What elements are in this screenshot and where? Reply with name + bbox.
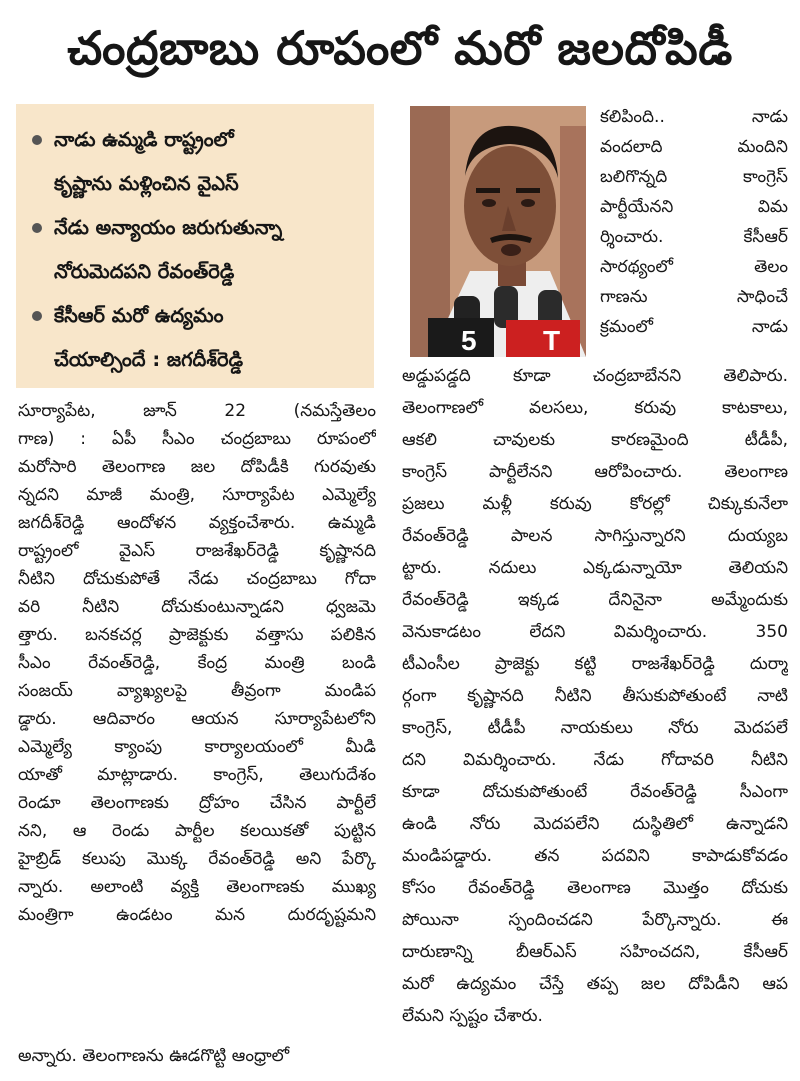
article-line: అన్నారు. తెలంగాణను ఊడగొట్టి ఆంధ్రాలో	[18, 1046, 290, 1066]
article-line: కలిపింది.. నాడు	[600, 107, 788, 127]
highlight-line: కేసీఆర్ మరో ఉద్యమం	[54, 304, 224, 327]
article-line: గాణను సాధించే	[600, 287, 788, 307]
article-line: రెండూ తెలంగాణకు ద్రోహం చేసిన పార్టీలే	[18, 793, 376, 813]
article-line: రాష్ట్రంలో వైఎస్ రాజశేఖర్‌రెడ్డి కృష్ణానది	[18, 541, 376, 561]
article-line: ఉండి నోరు మెదపలేని దుస్థితిలో ఉన్నాడని	[402, 814, 788, 834]
article-line: హైబ్రిడ్ కలుపు మొక్క రేవంత్‌రెడ్డి అని పేర్కొ	[18, 849, 376, 869]
article-line: కాంగ్రెస్, టీడీపీ నాయకులు నోరు మెదపలే	[402, 718, 788, 738]
article-line: సంజయ్ వ్యాఖ్యలపై తీవ్రంగా మండిప	[18, 681, 376, 701]
article-line: పోయినా స్పందించడని పేర్కొన్నారు. ఈ	[402, 910, 788, 930]
article-line: సీఎం రేవంత్‌రెడ్డి, కేంద్ర మంత్రి బండి	[18, 653, 376, 673]
article-line: రేవంత్‌రెడ్డి ఇక్కడ దేనినైనా అమ్మేందుకు	[402, 590, 788, 610]
highlight-item	[30, 294, 366, 382]
article-line: నీటిని దోచుకుపోతే నేడు చంద్రబాబు గోదా	[18, 569, 376, 589]
highlights-box	[16, 104, 374, 388]
article-line: ర్శించారు. కేసీఆర్	[600, 227, 788, 247]
mic-logo-text: T	[543, 325, 561, 356]
article-line: వరి నీటిని దోచుకుంటున్నాడని ధ్వజమె	[18, 597, 376, 617]
article-line: అడ్డుపడ్డది కూడా చంద్రబాబేనని తెలిపారు.	[402, 366, 788, 386]
article-line: కూడా దోచుకుపోతుంటే రేవంత్‌రెడ్డి సీఎంగా	[402, 782, 788, 802]
article-line: ర్గంగా కృష్ణానది నీటిని తీసుకుపోతుంటే నాటి	[402, 686, 788, 706]
article-line: న్నారు. అలాంటి వ్యక్తి తెలంగాణకు ముఖ్య	[18, 877, 376, 897]
article-line: కాంగ్రెస్ పార్టీలేనని ఆరోపించారు. తెలంగాణ	[402, 462, 788, 482]
portrait-illustration	[410, 106, 586, 357]
article-line: మరో ఉద్యమం చేస్తే తప్ప జల దోపిడీని ఆప	[402, 974, 788, 994]
article-line: మరోసారి తెలంగాణ జల దోపిడీకి గురవుతు	[18, 457, 376, 477]
headline: చంద్రబాబు రూపంలో మరో జలదోపిడీ	[67, 21, 733, 75]
article-line: టీఎంసీల ప్రాజెక్టు కట్టి రాజశేఖర్‌రెడ్డి దుర్మా	[402, 654, 788, 674]
article-line: దారుణాన్ని బీఆర్ఎస్ సహించదని, కేసీఆర్	[402, 942, 788, 962]
article-line: సూర్యాపేట, జూన్ 22 (నమస్తేతెలం	[18, 401, 376, 421]
article-line: యాతో మాట్లాడారు. కాంగ్రెస్, తెలుగుదేశం	[18, 765, 376, 785]
highlight-line: చేయాల్సిందే : జగదీశ్‌రెడ్డి	[54, 348, 244, 371]
highlight-line: నాడు ఉమ్మడి రాష్ట్రంలో	[54, 128, 234, 151]
article-line: లేమని స్పష్టం చేశారు.	[402, 1006, 543, 1026]
article-line: న్నదని మాజీ మంత్రి, సూర్యాపేట ఎమ్మెల్యే	[18, 485, 376, 505]
article-line: సారథ్యంలో తెలం	[600, 257, 788, 277]
article-line: ట్టారు. నదులు ఎక్కడున్నాయో తెలియని	[402, 558, 788, 578]
article-line: ఎమ్మెల్యే క్యాంపు కార్యాలయంలో మీడి	[18, 737, 376, 757]
article-line: జగదీశ్‌రెడ్డి ఆందోళన వ్యక్తంచేశారు. ఉమ్మడి	[18, 513, 376, 533]
article-line: నని, ఆ రెండు పార్టీల కలయికతో పుట్టిన	[18, 821, 376, 841]
article-line: క్రమంలో నాడు	[600, 317, 788, 337]
highlight-line: కృష్ణాను మళ్లించిన వైఎస్	[54, 172, 239, 195]
highlight-item	[30, 206, 366, 294]
article-line: గాణ) : ఏపీ సీఎం చంద్రబాబు రూపంలో	[18, 429, 376, 449]
article-line: పార్టీయేనని విమ	[600, 197, 788, 217]
article-line: వెనుకాడటం లేదని విమర్శించారు. 350	[402, 622, 788, 642]
highlight-line: నేడు అన్యాయం జరుగుతున్నా	[54, 216, 283, 239]
article-line: వందలాది మందిని	[600, 137, 788, 157]
article-line: ప్రజలు మళ్లీ కరువు కోరల్లో చిక్కుకునేలా	[402, 494, 788, 514]
article-line: మండిపడ్డారు. తన పదవిని కాపాడుకోవడం	[402, 846, 788, 866]
article-line: దని విమర్శించారు. నేడు గోదావరి నీటిని	[402, 750, 788, 770]
portrait-photo	[410, 106, 586, 357]
article-line: మంత్రిగా ఉండటం మన దురదృష్టమని	[18, 905, 376, 925]
highlight-line: నోరుమెదపని రేవంత్‌రెడ్డి	[54, 260, 235, 283]
highlight-item	[30, 118, 366, 206]
article-line: రేవంత్‌రెడ్డి పాలన సాగిస్తున్నారని దుయ్యబ	[402, 526, 788, 546]
article-line: త్తారు. బనకచర్ల ప్రాజెక్టుకు వత్తాసు పలికిన	[18, 625, 376, 645]
article-line: కోసం రేవంత్‌రెడ్డి తెలంగాణ మొత్తం దోచుకు	[402, 878, 788, 898]
article-line: ఆకలి చావులకు కారణమైంది టీడీపీ,	[402, 430, 788, 450]
mic-logo-text: 5	[461, 325, 477, 356]
article-line: డ్డారు. ఆదివారం ఆయన సూర్యాపేటలోని	[18, 709, 376, 729]
article-line: బలిగొన్నది కాంగ్రెస్	[600, 167, 788, 187]
article-line: తెలంగాణలో వలసలు, కరువు కాటకాలు,	[402, 398, 788, 418]
